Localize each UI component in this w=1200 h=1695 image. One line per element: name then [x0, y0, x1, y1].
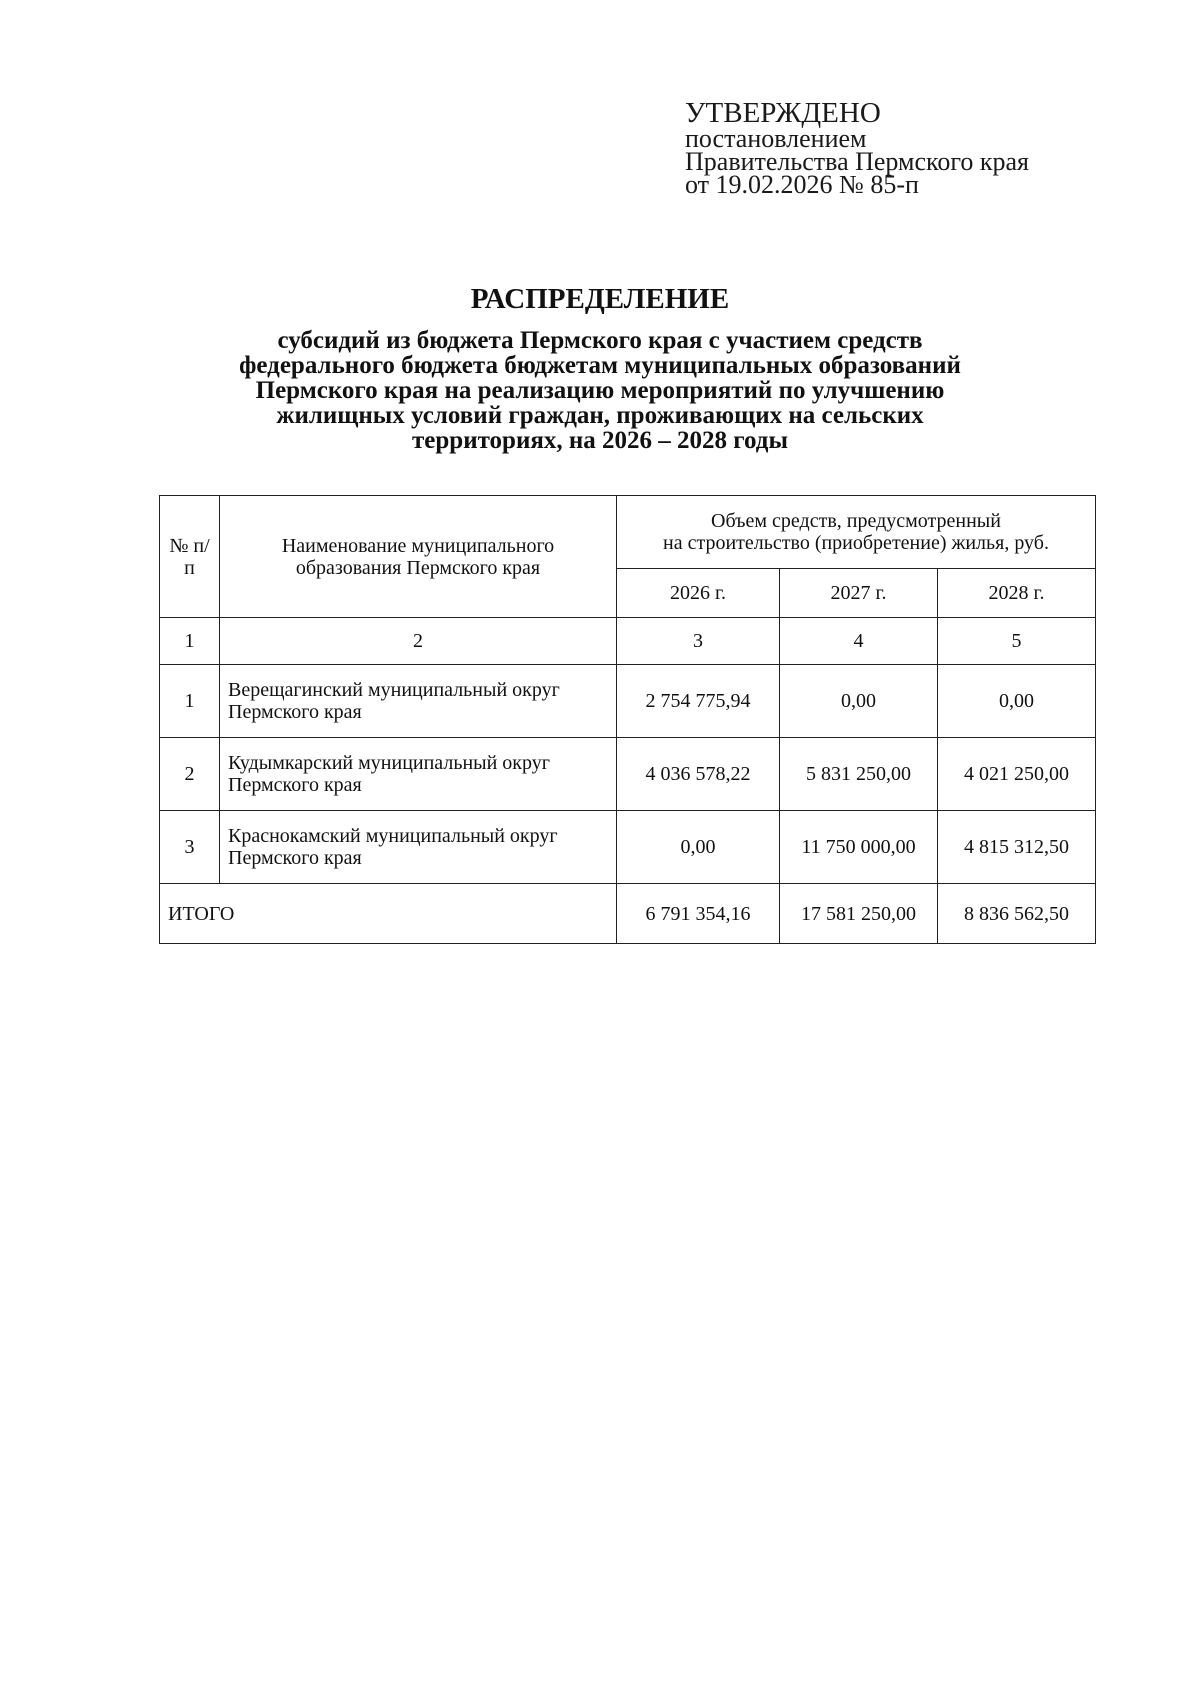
approval-line-2: Правительства Пермского края: [685, 147, 1029, 176]
approval-line-1: постановлением: [685, 124, 867, 153]
total-label: ИТОГО: [160, 884, 617, 944]
column-number: 3: [617, 618, 780, 665]
row-value-2026: 4 036 578,22: [617, 738, 780, 811]
header-year-2026: 2026 г.: [617, 569, 780, 618]
row-num: 1: [160, 665, 220, 738]
distribution-table: [159, 495, 1096, 944]
header-year-2028: 2028 г.: [938, 569, 1096, 618]
row-value-2026: 0,00: [617, 811, 780, 884]
total-value-2026: 6 791 354,16: [617, 884, 780, 944]
document-subtitle: [150, 328, 1050, 453]
row-value-2028: 4 021 250,00: [938, 738, 1096, 811]
row-num: 2: [160, 738, 220, 811]
subtitle-line: Пермского края на реализацию мероприятий по улучшению: [255, 377, 945, 404]
row-num: 3: [160, 811, 220, 884]
document-title: РАСПРЕДЕЛЕНИЕ: [470, 283, 730, 315]
column-number: 2: [220, 618, 617, 665]
header-num: № п/п: [160, 496, 220, 618]
row-value-2027: 0,00: [780, 665, 938, 738]
document-heading: [150, 282, 1050, 453]
approval-stamp: УТВЕРЖДЕНО: [685, 97, 881, 129]
column-numbers-row: [160, 618, 1096, 665]
subtitle-line: федерального бюджета бюджетам муниципальных образований: [239, 352, 961, 379]
row-name: Верещагинский муниципальный округ Пермского края: [220, 665, 617, 738]
header-amount-line-1: Объем средств, предусмотренный: [711, 510, 1001, 532]
approval-line-3: от 19.02.2026 № 85-п: [685, 170, 919, 199]
table-row: [160, 738, 1096, 811]
table-header-row: [160, 496, 1096, 569]
row-value-2027: 11 750 000,00: [780, 811, 938, 884]
approval-block: [685, 97, 1029, 199]
row-value-2028: 4 815 312,50: [938, 811, 1096, 884]
total-value-2027: 17 581 250,00: [780, 884, 938, 944]
row-value-2027: 5 831 250,00: [780, 738, 938, 811]
row-value-2028: 0,00: [938, 665, 1096, 738]
subtitle-line: территориях, на 2026 – 2028 годы: [412, 427, 788, 454]
header-amount-group: [617, 496, 1096, 569]
subtitle-line: субсидий из бюджета Пермского края с участием средств: [277, 327, 923, 354]
column-number: 4: [780, 618, 938, 665]
row-name: Краснокамский муниципальный округ Пермского края: [220, 811, 617, 884]
header-year-2027: 2027 г.: [780, 569, 938, 618]
row-value-2026: 2 754 775,94: [617, 665, 780, 738]
total-value-2028: 8 836 562,50: [938, 884, 1096, 944]
column-number: 1: [160, 618, 220, 665]
table-row: [160, 811, 1096, 884]
header-amount-line-2: на строительство (приобретение) жилья, руб.: [663, 532, 1049, 554]
header-name: Наименование муниципального образования Пермского края: [220, 496, 617, 618]
table-row: [160, 665, 1096, 738]
row-name: Кудымкарский муниципальный округ Пермского края: [220, 738, 617, 811]
column-number: 5: [938, 618, 1096, 665]
total-row: [160, 884, 1096, 944]
subtitle-line: жилищных условий граждан, проживающих на сельских: [276, 402, 924, 429]
